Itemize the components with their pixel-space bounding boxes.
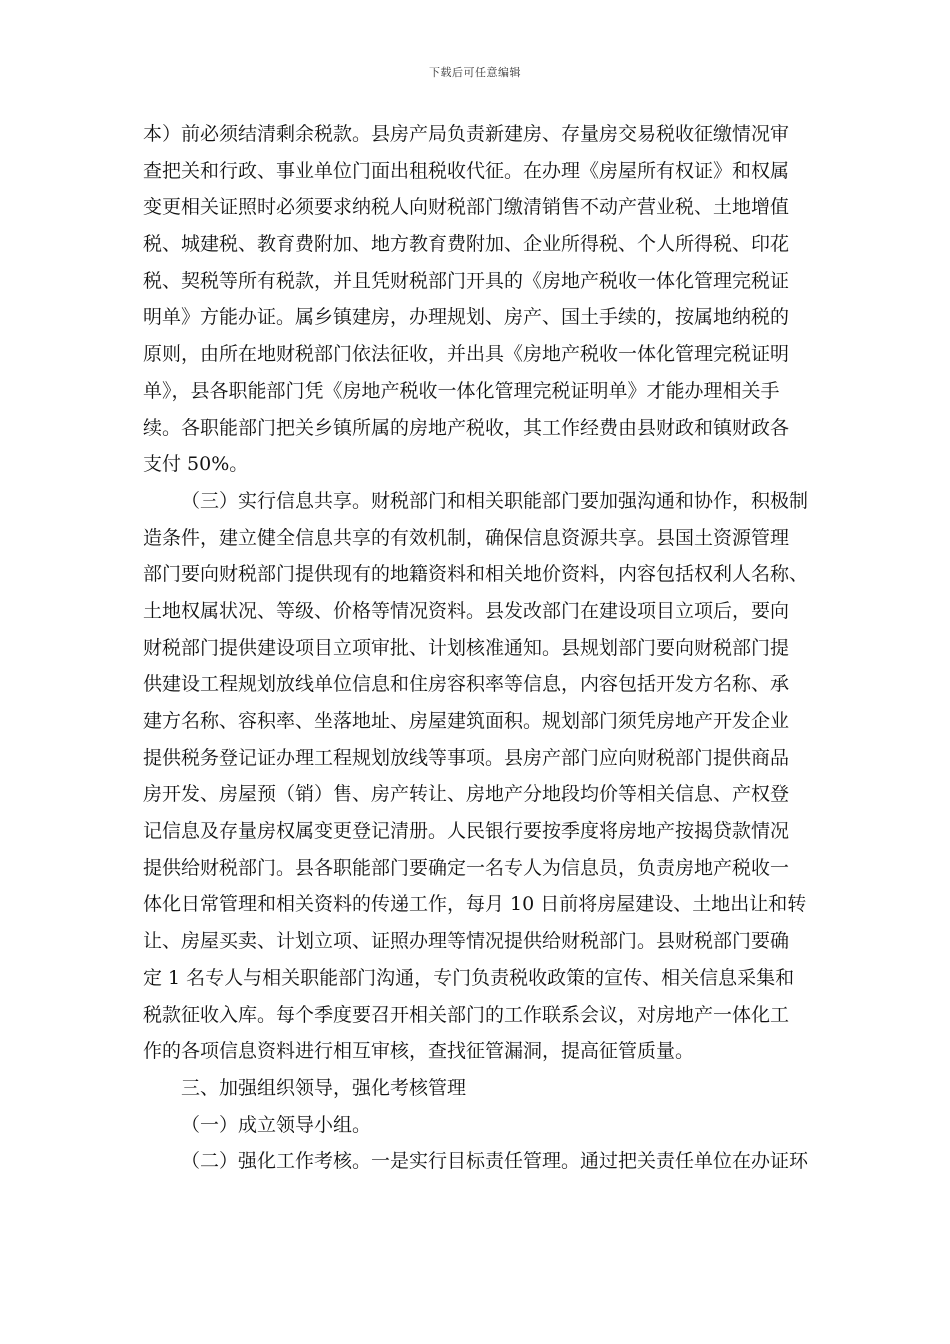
text-line: 记信息及存量房权属变更登记清册。人民银行要按季度将房地产按揭贷款情况 bbox=[143, 820, 790, 843]
text-line: 单》，县各职能部门凭《房地产税收一体化管理完税证明单》才能办理相关手 bbox=[143, 379, 780, 402]
text-line: 房开发、房屋预（销）售、房产转让、房地产分地段均价等相关信息、产权登 bbox=[143, 783, 790, 806]
text-line: 税、契税等所有税款，并且凭财税部门开具的《房地产税收一体化管理完税证 bbox=[143, 269, 790, 292]
text-line: （三）实行信息共享。财税部门和相关职能部门要加强沟通和协作，积极制 bbox=[181, 489, 809, 512]
text-line: 建方名称、容积率、坐落地址、房屋建筑面积。规划部门须凭房地产开发企业 bbox=[143, 710, 790, 732]
text-line: 提供税务登记证办理工程规划放线等事项。县房产部门应向财税部门提供商品 bbox=[143, 746, 790, 769]
text-line: 体化日常管理和相关资料的传递工作，每月 10 日前将房屋建设、土地出让和转 bbox=[143, 893, 807, 916]
text-line: 三、加强组织领导，强化考核管理 bbox=[181, 1076, 467, 1099]
text-line: 作的各项信息资料进行相互审核，查找征管漏洞，提高征管质量。 bbox=[143, 1040, 695, 1063]
text-line: 原则，由所在地财税部门依法征收，并出具《房地产税收一体化管理完税证明 bbox=[143, 343, 790, 366]
text-line: 部门要向财税部门提供现有的地籍资料和相关地价资料，内容包括权利人名称、 bbox=[143, 563, 809, 586]
text-line: 税、城建税、教育费附加、地方教育费附加、企业所得税、个人所得税、印花 bbox=[143, 233, 790, 256]
text-line: 财税部门提供建设项目立项审批、计划核准通知。县规划部门要向财税部门提 bbox=[143, 636, 790, 659]
text-line: 明单》方能办证。属乡镇建房，办理规划、房产、国土手续的，按属地纳税的 bbox=[143, 306, 790, 329]
text-line: 让、房屋买卖、计划立项、证照办理等情况提供给财税部门。县财税部门要确 bbox=[143, 930, 790, 953]
text-line: 续。各职能部门把关乡镇所属的房地产税收，其工作经费由县财政和镇财政各 bbox=[143, 416, 790, 439]
text-line: 定 1 名专人与相关职能部门沟通，专门负责税收政策的宣传、相关信息采集和 bbox=[143, 966, 795, 989]
text-line: 造条件，建立健全信息共享的有效机制，确保信息资源共享。县国土资源管理 bbox=[143, 526, 790, 549]
page-header: 下载后可任意编辑 bbox=[429, 66, 521, 79]
text-line: 查把关和行政、事业单位门面出租税收代征。在办理《房屋所有权证》和权属 bbox=[143, 159, 790, 182]
text-line: 税款征收入库。每个季度要召开相关部门的工作联系会议，对房地产一体化工 bbox=[143, 1003, 790, 1026]
document-body bbox=[143, 116, 807, 1180]
text-line: 供建设工程规划放线单位信息和住房容积率等信息，内容包括开发方名称、承 bbox=[143, 673, 790, 696]
text-line: 本）前必须结清剩余税款。县房产局负责新建房、存量房交易税收征缴情况审 bbox=[143, 123, 790, 145]
text-line: 土地权属状况、等级、价格等情况资料。县发改部门在建设项目立项后，要向 bbox=[143, 599, 790, 622]
text-line: （一）成立领导小组。 bbox=[181, 1113, 372, 1136]
text-line: （二）强化工作考核。一是实行目标责任管理。通过把关责任单位在办证环 bbox=[181, 1150, 809, 1173]
text-line: 变更相关证照时必须要求纳税人向财税部门缴清销售不动产营业税、土地增值 bbox=[143, 196, 790, 219]
text-line: 支付 50%。 bbox=[143, 453, 249, 476]
text-line: 提供给财税部门。县各职能部门要确定一名专人为信息员，负责房地产税收一 bbox=[143, 856, 790, 879]
